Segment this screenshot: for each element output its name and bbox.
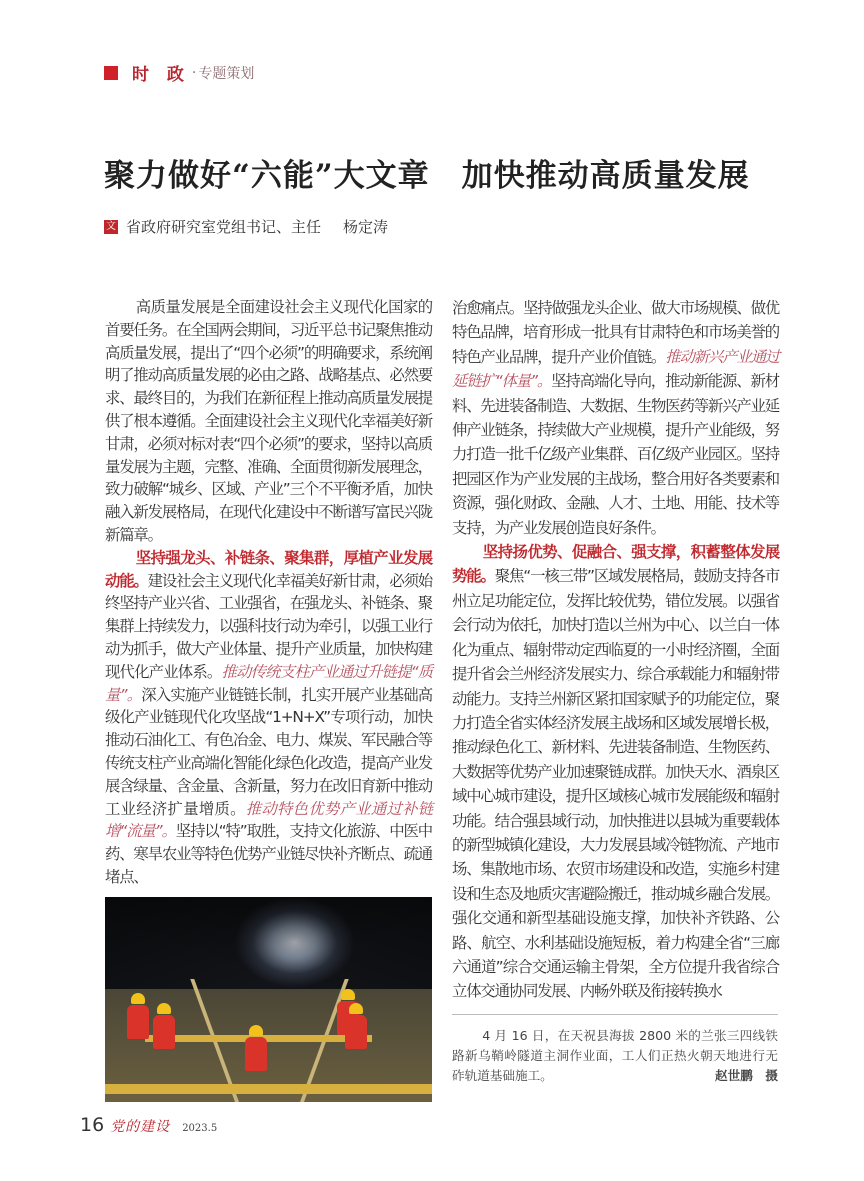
byline bbox=[104, 216, 388, 237]
paragraph bbox=[452, 540, 779, 1004]
section-header bbox=[104, 60, 254, 85]
emphasis-text: 推动新兴产业通过延链扩“体量”。 bbox=[452, 347, 779, 391]
article-title: 聚力做好“六能”大文章 加快推动高质量发展 bbox=[104, 158, 750, 194]
left-column bbox=[105, 296, 432, 889]
author-wen-icon: 文 bbox=[106, 220, 116, 232]
photo-credit: 赵世鹏 摄 bbox=[715, 1068, 778, 1083]
emphasis-text: 推动传统支柱产业通过升链提“质量”。 bbox=[105, 662, 432, 704]
tunnel-construction-photo bbox=[105, 897, 432, 1102]
body-text: 建设社会主义现代化幸福美好新甘肃，必须始终坚持产业兴省、工业强省，在强龙头、补链条、聚集群上持续发力，以强科技行动为牵引，以强工业行动为抓手，做大产业体量、提升产业质量，加快构建现代化产业体系。 bbox=[105, 571, 432, 681]
body-text: 坚持高端化导向，推动新能源、新材料、先进装备制造、大数据、生物医药等新兴产业延伸产业链条，持续做大产业规模，提升产业能级，努力打造一批千亿级产业集群、百亿级产业园区。坚持把园区作为产业发展的主战场，整合用好各类要素和资源，强化财政、金融、人才、土地、用能、技术等支持，为产业发展创造良好条件。 bbox=[452, 372, 779, 537]
paragraph-heading: 坚持扬优势、促融合、强支撑，积蓄整体发展势能。 bbox=[452, 543, 779, 586]
section-square-icon bbox=[104, 66, 118, 80]
paragraph bbox=[452, 296, 779, 540]
author-role: 省政府研究室党组书记、主任 bbox=[126, 218, 322, 236]
body-text: 治愈痛点。坚持做强龙头企业、做大市场规模、做优特色品牌，培育形成一批具有甘肃特色和市场美誉的特色产业品牌，提升产业价值链。 bbox=[452, 299, 779, 366]
body-text: 深入实施产业链链长制，扎实开展产业基础高级化产业链现代化攻坚战“1+N+X”专项行动，加快推动石油化工、有色冶金、电力、煤炭、军民融合等传统支柱产业高端化智能化绿色化改造，提高产业发展含绿量、含金量、含新量，努力在改旧育新中推动工业经济扩量增质。 bbox=[105, 685, 432, 818]
right-column bbox=[452, 296, 779, 1004]
section-sub: 专题策划 bbox=[198, 65, 255, 82]
body-text: 坚持以“特”取胜，支持文化旅游、中医中药、寒旱农业等特色优势产业链尽快补齐断点、疏通堵点、 bbox=[105, 822, 433, 886]
paragraph-heading: 坚持强龙头、补链条、聚集群，厚植产业发展动能。 bbox=[105, 548, 432, 590]
caption-divider bbox=[452, 1014, 778, 1015]
page-number: 16 bbox=[80, 1114, 105, 1136]
magazine-logo: 党的建设 bbox=[110, 1119, 171, 1135]
caption-text: 4 月 16 日，在天祝县海拔 2800 米的兰张三四线铁路新乌鞘岭隧道主洞作业面，工人们正热火朝天地进行无砟轨道基础施工。 bbox=[452, 1028, 778, 1083]
emphasis-text: 推动特色优势产业通过补链增“流量”。 bbox=[105, 799, 432, 841]
photo-caption bbox=[452, 1026, 778, 1086]
body-text: 聚焦“一核三带”区域发展格局，鼓励支持各市州立足功能定位，发挥比较优势，错位发展。以强省会行动为依托，加快打造以兰州为中心、以兰白一体化为重点、辐射带动定西临夏的一小时经济圈，全面提升省会兰州经济发展实力、综合承载能力和辐射带动能力。支持兰州新区紧扣国家赋予的功能定位，聚力打造全省实体经济发展主战场和区域发展增长极，推动绿色化工、新材料、先进装备制造、生物医药、大数据等优势产业加速聚链成群。加快天水、酒泉区域中心城市建设，提升区域核心城市发展能级和辐射功能。结合强县域行动，加快推进以县城为重要载体的新型城镇化建设，大力发展县域冷链物流、产地市场、集散地市场、农贸市场建设和改造，实施乡村建设和生态及地质灾害避险搬迁，推动城乡融合发展。强化交通和新型基础设施支撑，加快补齐铁路、公路、航空、水利基础设施短板，着力构建全省“三廊六通道”综合交通运输主骨架，全方位提升我省综合立体交通协同发展、内畅外联及衔接转换水 bbox=[452, 567, 780, 1001]
issue-number: 2023.5 bbox=[182, 1123, 218, 1134]
paragraph bbox=[105, 296, 432, 547]
caption-paragraph bbox=[452, 1026, 778, 1086]
author-name: 杨定涛 bbox=[343, 218, 389, 236]
body-text: 高质量发展是全面建设社会主义现代化国家的首要任务。在全国两会期间，习近平总书记聚焦推动高质量发展，提出了“四个必须”的明确要求，系统阐明了推动高质量发展的必由之路、战略基点、必然要求、最终目的，为我们在新征程上推动高质量发展提供了根本遵循。全面建设社会主义现代化幸福美好新甘肃，必须对标对表“四个必须”的要求，坚持以高质量发展为主题，完整、准确、全面贯彻新发展理念，致力破解“城乡、区域、产业”三个不平衡矛盾，加快融入新发展格局，在现代化建设中不断谱写富民兴陇新篇章。 bbox=[105, 298, 432, 544]
section-dot: · bbox=[191, 64, 197, 81]
page-footer bbox=[80, 1114, 217, 1136]
paragraph bbox=[105, 547, 432, 889]
section-main: 时 政 bbox=[132, 65, 190, 85]
